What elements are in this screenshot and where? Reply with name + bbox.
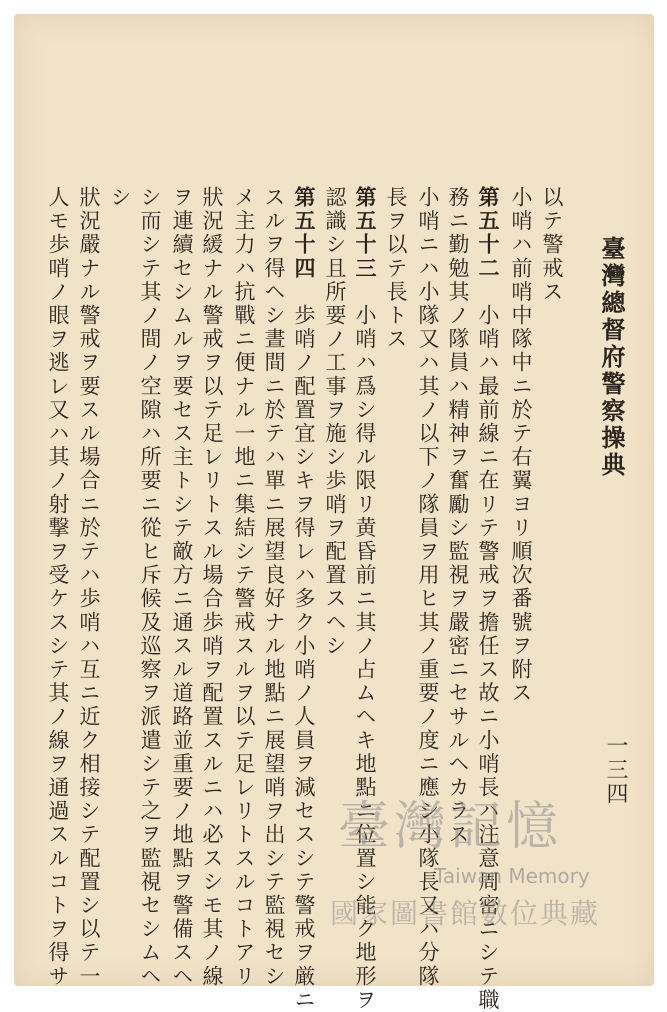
- text-column: 認識シ且所要ノ工事ヲ施シ歩哨ヲ配置スヘシ: [323, 186, 347, 658]
- text-column: 第五十四 歩哨ノ配置宜シキヲ得レハ多ク小哨ノ人員ヲ減セスシテ警戒ヲ厳ニ: [292, 186, 317, 1012]
- text-column: 人モ歩哨ノ眼ヲ逃レ又ハ其ノ射撃ヲ受ケスシテ其ノ線ヲ通過スルコトヲ得サ: [46, 186, 70, 989]
- text-column: 狀況嚴ナル警戒ヲ要スル場合ニ於テハ歩哨ハ互ニ近ク相接シテ配置シ以テ一: [77, 186, 101, 989]
- text-column: 第五十二 小哨ハ最前線ニ在リテ警戒ヲ擔任ス故ニ小哨長ハ注意周密ニシテ職: [476, 186, 501, 1012]
- text-column: シ而シテ其ノ間ノ空隙ハ所要ニ從ヒ斥候及巡察ヲ派遣シテ之ヲ監視セシムヘ: [138, 186, 162, 989]
- text-column: 以テ警戒ス: [540, 186, 564, 304]
- watermark-logo: 臺灣記憶: [338, 797, 563, 857]
- page-number: 一三四: [603, 734, 628, 806]
- text-column: 小哨ハ前哨中隊中ニ於テ右翼ヨリ順次番號ヲ附ス: [509, 186, 533, 706]
- text-column: シ: [108, 186, 132, 210]
- text-column: メ主力ハ抗戰ニ便ナル一地ニ集結シテ警戒スルヲ以テ足レリトスルコトアリ: [232, 186, 256, 989]
- running-header: 臺灣總督府警察操典: [597, 236, 626, 479]
- text-column: スルヲ得ヘシ晝間ニ於テハ單ニ展望良好ナル地點ニ展望哨ヲ出シテ監視セシ: [262, 186, 286, 989]
- watermark-institution: 國家圖書館數位典藏: [330, 897, 601, 930]
- text-column: ヲ連續セシムルヲ要セス主トシテ敵方ニ通スル道路並重要ノ地點ヲ警備スヘ: [170, 186, 194, 989]
- text-column: 第五十三 小哨ハ爲シ得ル限リ黄昏前ニ其ノ占ムヘキ地點ニ位置シ能ク地形ヲ: [353, 186, 378, 1012]
- watermark-english: Taiwan Memory: [434, 864, 590, 888]
- document-page: [14, 14, 654, 1012]
- text-column: 長ヲ以テ長トス: [384, 186, 408, 352]
- text-column: 務ニ勤勉其ノ隊員ハ精神ヲ奮勵シ監視ヲ嚴密ニセサルヘカラス: [446, 186, 470, 847]
- text-column: 小哨ニハ小隊又ハ其ノ以下ノ隊員ヲ用ヒ其ノ重要ノ度ニ應シ小隊長又ハ分隊: [416, 186, 440, 989]
- text-column: 狀況緩ナル警戒ヲ以テ足レリトスル場合歩哨ヲ配置スルニハ必スシモ其ノ線: [200, 186, 224, 989]
